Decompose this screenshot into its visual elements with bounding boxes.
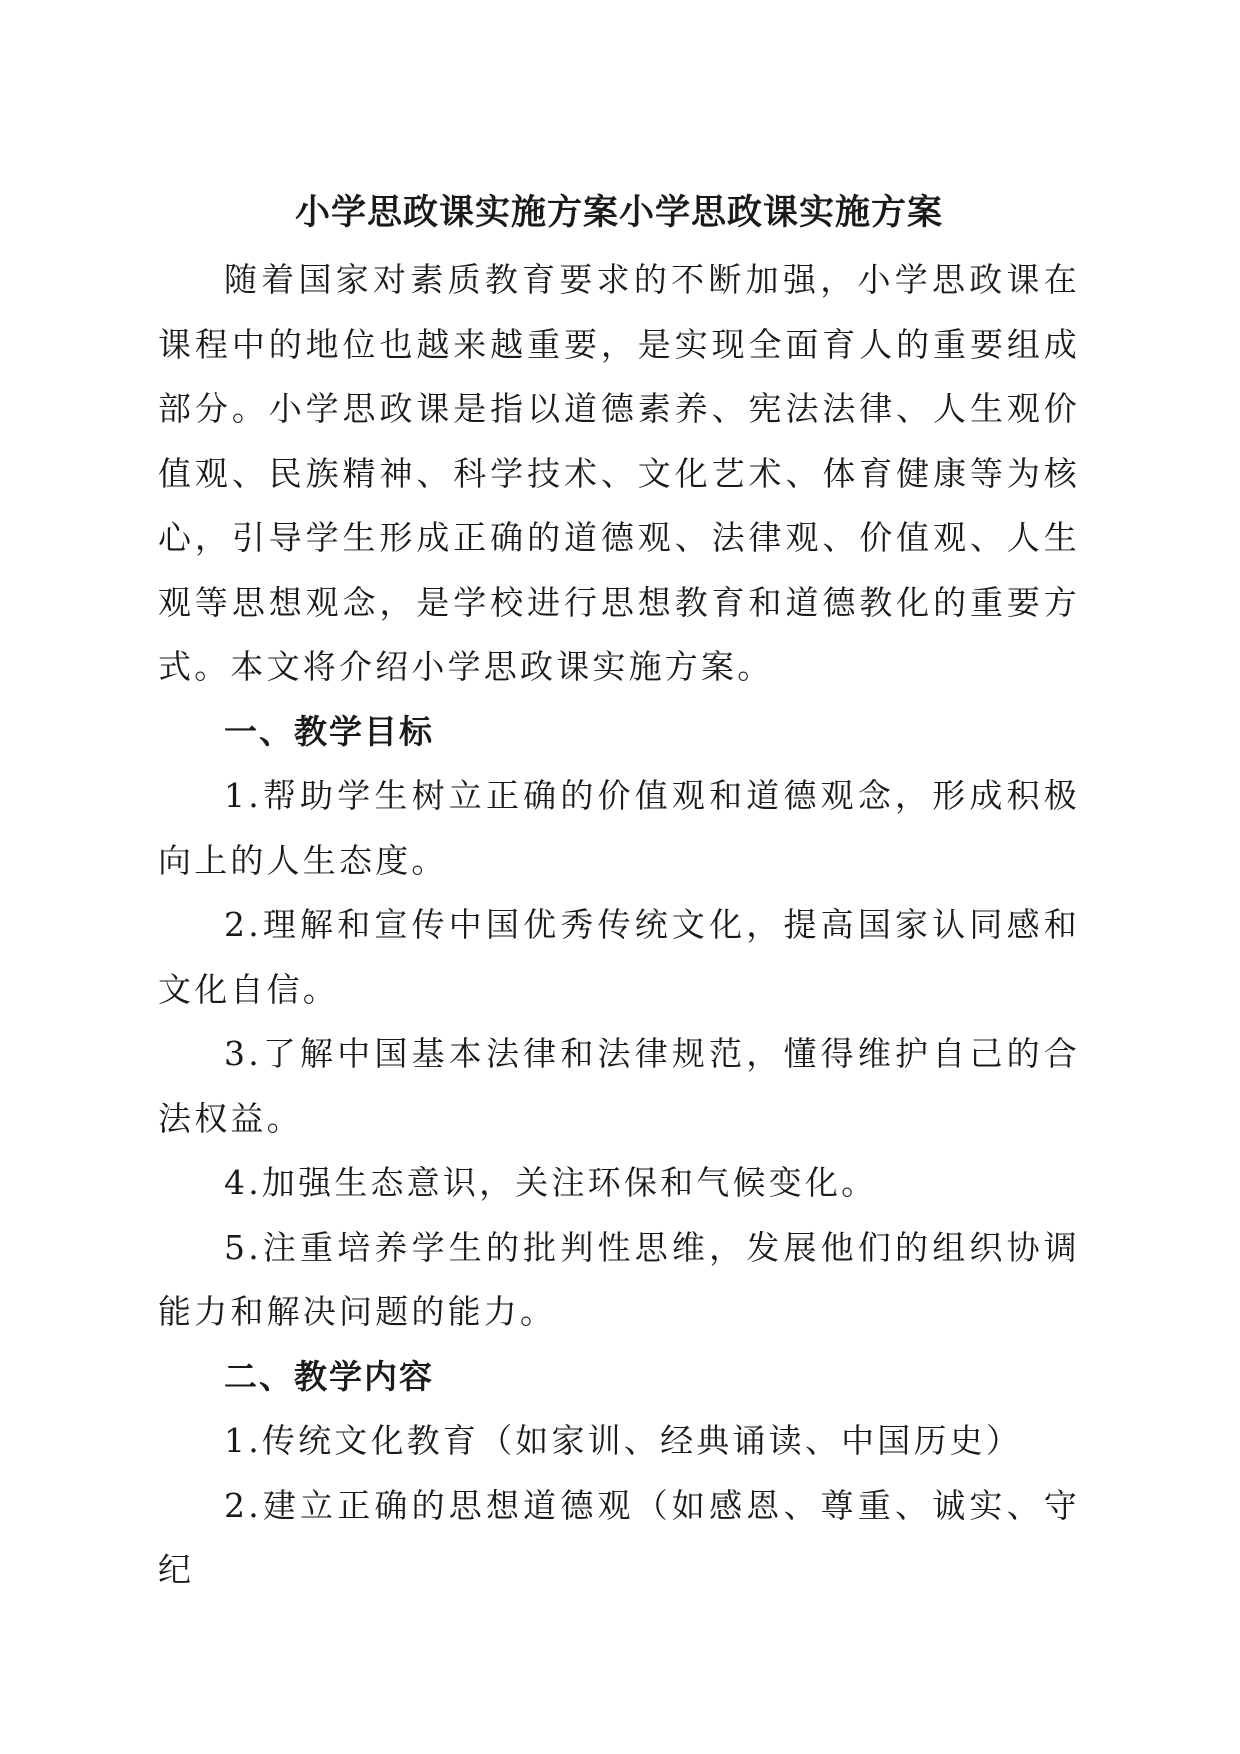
content-item-1: 1.传统文化教育（如家训、经典诵读、中国历史） <box>224 1421 1023 1460</box>
section-heading-content: 二、教学内容 <box>224 1356 434 1396</box>
objective-item-5: 5.注重培养学生的批判性思维，发展他们的组织协调能力和解决问题的能力。 <box>158 1227 1080 1331</box>
document-title: 小学思政课实施方案小学思政课实施方案 <box>294 192 943 233</box>
document-page <box>158 188 1080 1603</box>
objective-item-4: 4.加强生态意识，关注环保和气候变化。 <box>224 1163 878 1202</box>
objective-item-2: 2.理解和宣传中国优秀传统文化，提高国家认同感和文化自信。 <box>158 905 1080 1009</box>
section-heading-objectives: 一、教学目标 <box>224 711 434 751</box>
objective-item-3: 3.了解中国基本法律和法律规范，懂得维护自己的合法权益。 <box>158 1034 1080 1138</box>
content-item-2: 2.建立正确的思想道德观（如感恩、尊重、诚实、守纪 <box>158 1485 1080 1589</box>
objective-item-1: 1.帮助学生树立正确的价值观和道德观念，形成积极向上的人生态度。 <box>158 776 1080 880</box>
intro-paragraph: 随着国家对素质教育要求的不断加强，小学思政课在课程中的地位也越来越重要，是实现全面育人的重要组成部分。小学思政课是指以道德素养、宪法法律、人生观价值观、民族精神、科学技术、文化艺术、体育健康等为核心，引导学生形成正确的道德观、法律观、价值观、人生观等思想观念，是学校进行思想教育和道德教化的重要方式。本文将介绍小学思政课实施方案。 <box>158 260 1080 686</box>
